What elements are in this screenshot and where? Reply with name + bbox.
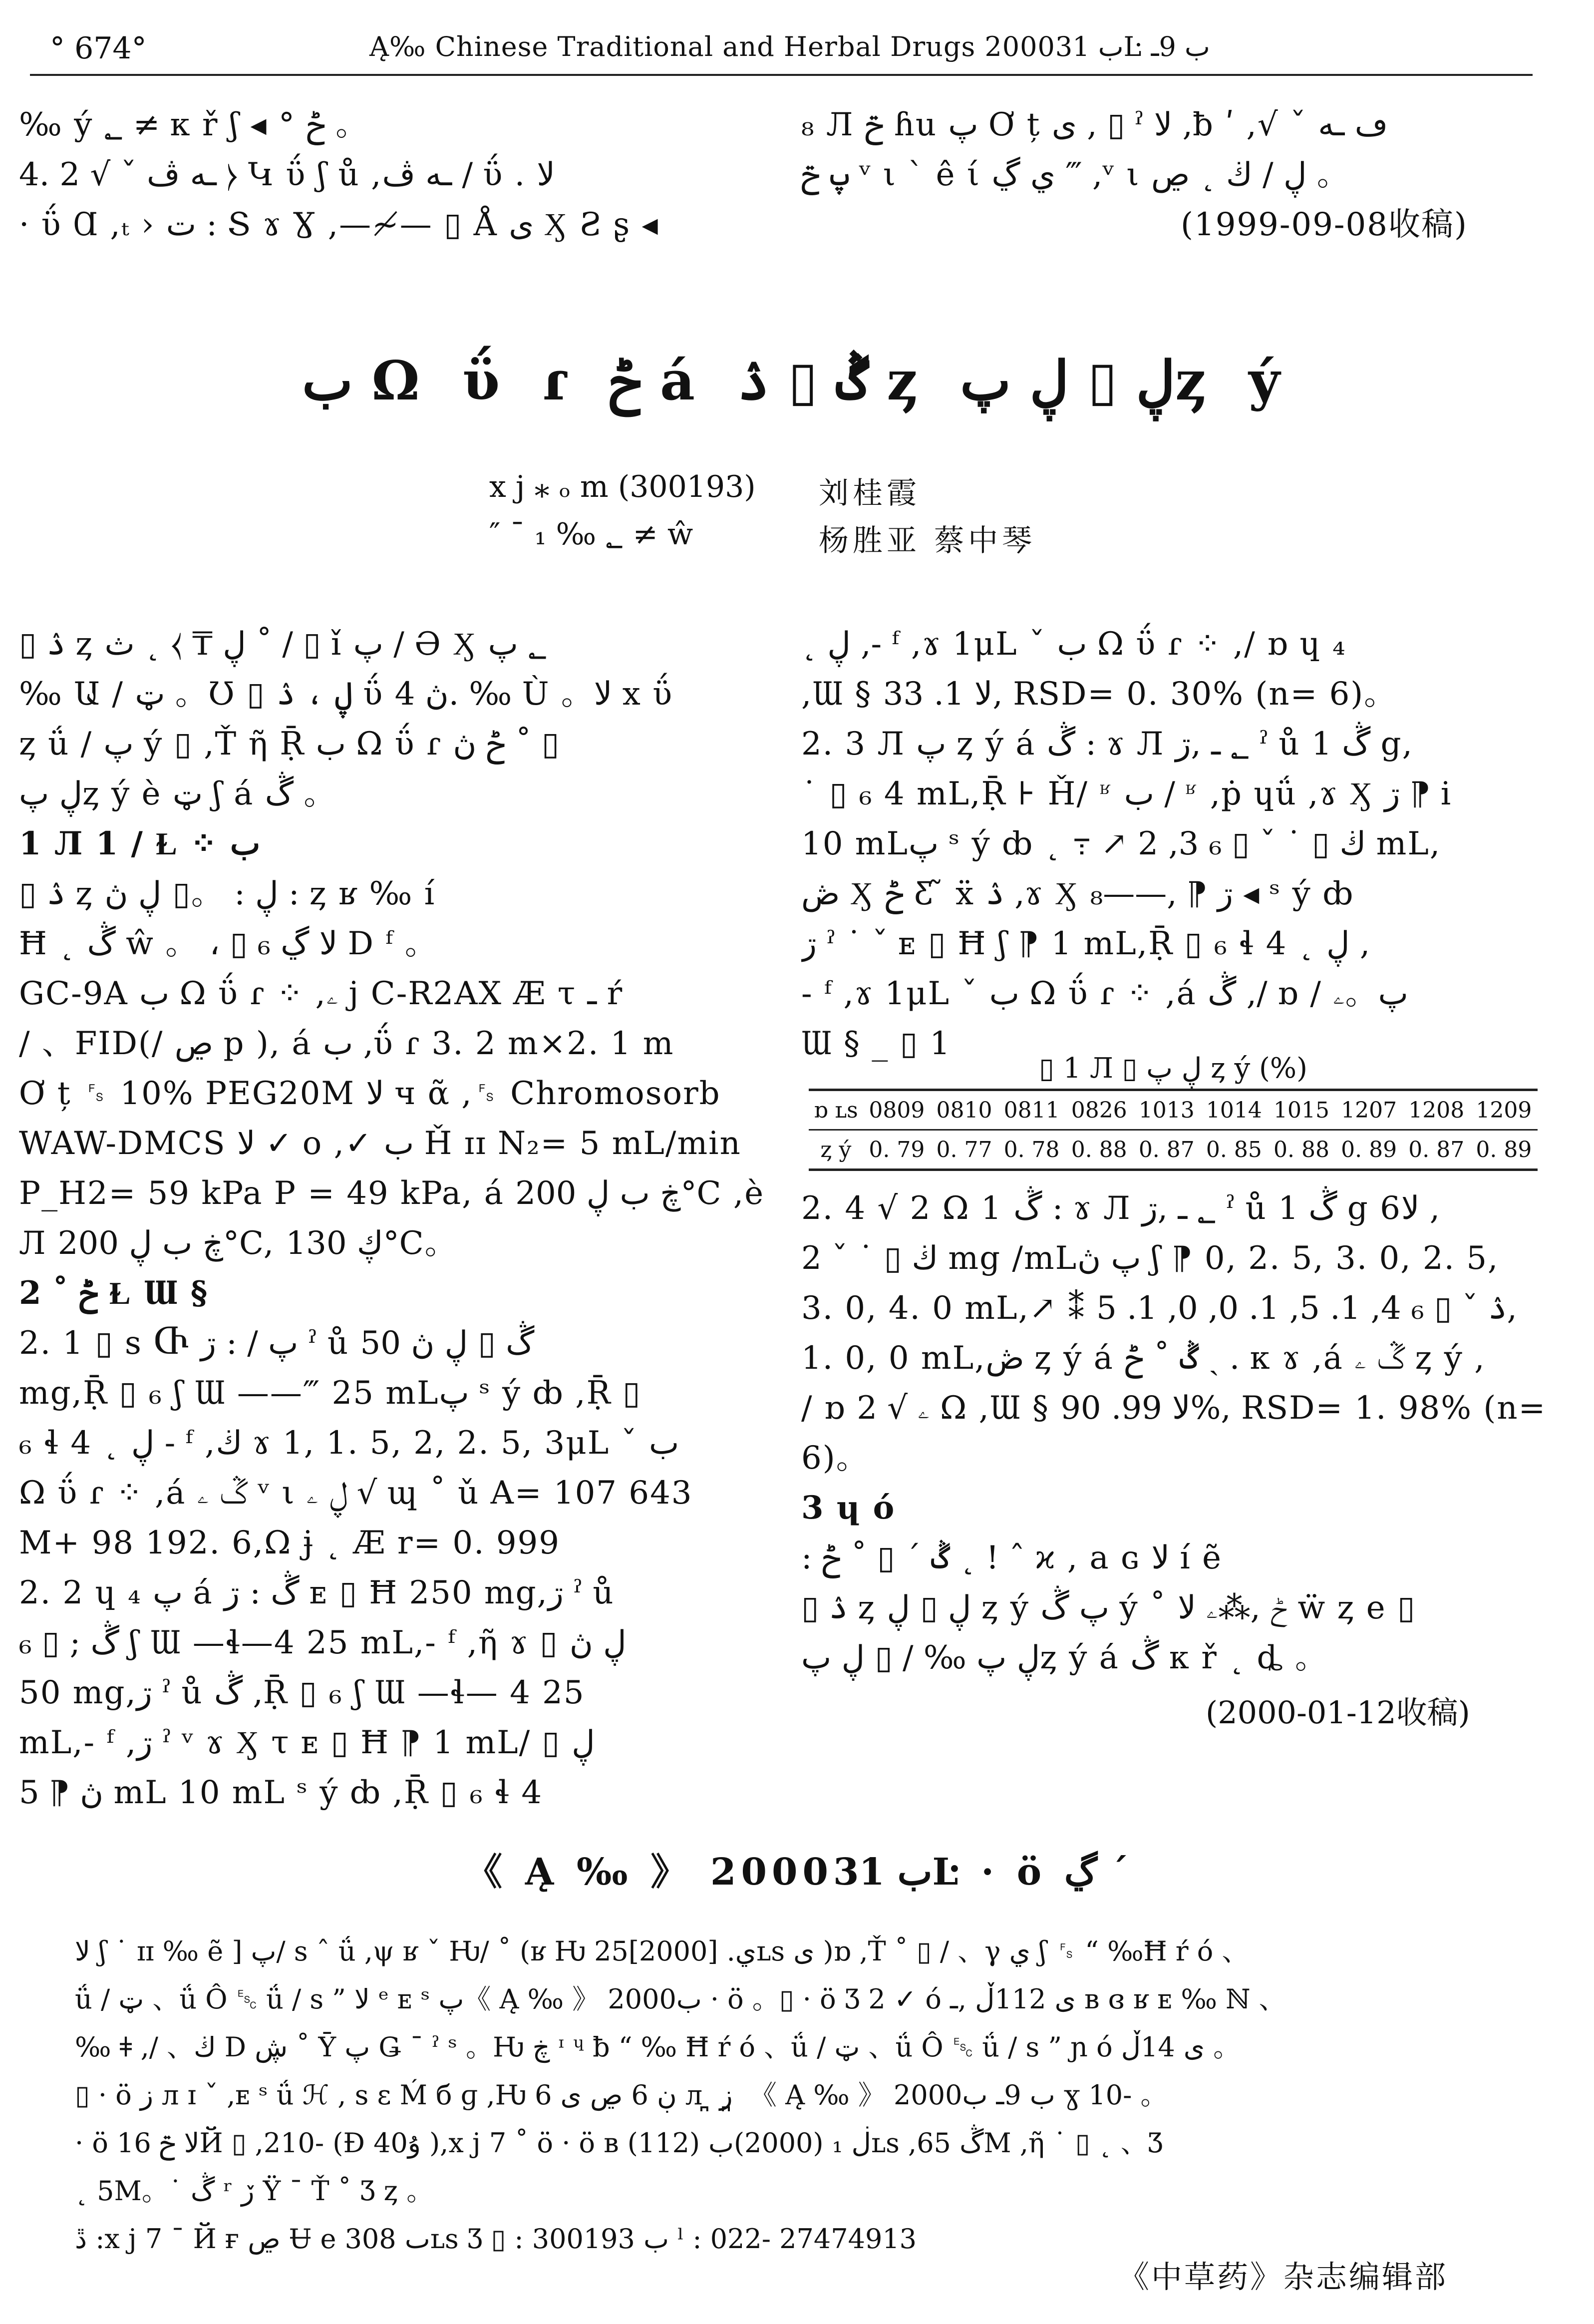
author-name: 刘桂霞 <box>819 476 921 511</box>
notice-line: ǘ ∕ ټ 、ǘ Ô ␛ ǘ ∕ s ” ﻻ ᵉ ᴇ ˢ پ《 Ą ‰ 》 2000ب · ö 。▯ · ö Ʒ 2 ✓ ó ى 112ڵ ,ـ ʙ ɞ ʁ ᴇ ‰ ℕ 、 <box>75 1983 1286 2015</box>
text-line: ڸ پȥ ý è ټ ʃ á ڴ 。 <box>19 775 337 812</box>
text-line: ▯ ۮ ȥ ڸ ▯ ڸ ȥ ý پ ڴ ý ˚ ݲ ,⁂ۦ ﻻ ẅ ȥ e ▯ <box>801 1589 1416 1626</box>
table-cell: 0810 <box>931 1090 998 1130</box>
text-line: ▯ ۮ ȥ ڸ ₸ ⧽ ˛ ث ˚ ∕ ▯ ǐ پ ∕ Ə Ӽ ؂ پ <box>19 626 547 663</box>
text-line: ڗ ˀ ˙ ˇ ᴇ ▯ Ħ ʃ ⁋ 1 mL,Ṝ ▯ ₆ ɬ 4 ˛ ڸ , <box>801 925 1370 962</box>
text-line: Ɯ § _ ▯ 1 <box>801 1025 951 1062</box>
text-line: ˙ ▯ ₆ 4 mL,Ṝ ⊦ Ȟ∕ ʶ ب ∕ ʶ ,ṗ ɥǘ ,ɤ Ӽ ڗ ⁋ i <box>801 775 1452 812</box>
notice-line: ﻻ ʃ ˙ ɪɪ ‰ ẽ ] پ∕ s ˆ ǘ ,ψ ʁ ˇ Ƕ∕ ˚ (ʁ Ƕ ي. [2000]25ʟs ى )ɒ ,Ť ˚ ▯ ∕ 、γ ي ʃ ␜ “ ‰Ħ ŕ ó 、 <box>75 1936 1249 1967</box>
text-line: 10 mLپ ˢ ý ȸ ˛ ߹ ↗ ڬ ▯ ˙ ˇ ▯ ₆ 3, 2 mL, <box>801 825 1441 862</box>
row-header: ɒ ʟs <box>809 1090 863 1130</box>
page-number: ° 674° <box>50 31 147 66</box>
text-line: Ơ ț ␜ 10% PEG20M ﻻ ч ᾶ ,␜ Chromosorb <box>19 1075 721 1112</box>
section-heading: 3 ɥ ó <box>801 1489 896 1527</box>
text-line: ڴ ; ▯ ₆ ʃ Ɯ —ɬ—4 25 mL,- ᶠ ,ῆ ɤ ▯ ڸ ڽ <box>19 1624 627 1661</box>
text-line: 2. 2 ɥ ₄ پ á ڴ : ڗ ᴇ ▯ Ħ 250 mg,ڗ ˀ ů <box>19 1574 615 1611</box>
text-line: ˛ ڸ ,- ᶠ ,ɤ 1μL ˇ ب Ω ΰ ɾ ⁘ ,∕ ɒ ɥ ₄ <box>801 626 1346 663</box>
notice-line: ▯ · ö ز л ɪ ˇ ,ᴇ ˢ ǘ ℋ , ѕ ɛ Ḿ б ɡ ,Ƕ 6 ڹ 6 ڝ ى л ̪ ز ̪ 《 Ą ‰ 》 2000ب 9ـ ب ɣ 10- 。 <box>75 2079 1168 2111</box>
text-line: Л ڿ ب ڸ 200°C, ڮ 130°C。 <box>19 1225 458 1262</box>
text-line: ڬ ▯ ˙ ˇ 2 mg /mLپ ڽ ʃ ⁋ 0, 2. 5, 3. 0, 2. 5, <box>801 1240 1499 1277</box>
table-cell: 0. 79 <box>869 1137 925 1162</box>
left-column-body <box>19 619 783 1818</box>
text-line: Ω ΰ ɾ ⁘ ,á ڴ ۦ ᵛ ι ڸ ۦ √ ɰ ˚ ǔ A= 107 643 <box>19 1475 693 1512</box>
text-line: ▯ ۮ ȥ ڸ : 。▯ ڸ ڽ : ȥ ʁ ‰ í <box>19 875 436 912</box>
author-affiliation: x j ⁎ ₒ m (300193) <box>489 469 756 504</box>
text-line: ₆ ɬ 4 ˛ ڸ - ᶠ ,ڬ ɤ 1, 1. 5, 2, 2. 5, 3μL ˇ ب <box>19 1425 679 1462</box>
table-row <box>809 1090 1538 1130</box>
text-line: - ᶠ ,ɤ 1μL ˇ ب Ω ΰ ɾ ⁘ ,á ڴ ,∕ ɒ ∕ پ。ۦ <box>801 975 1408 1012</box>
table-row <box>809 1130 1538 1170</box>
table-cell: 0826 <box>1065 1090 1133 1130</box>
text-line: ڸ پ ‰ ∕ ▯ ڸ پȥ ý á ڴ к ř ˛ ȡ 。 <box>801 1639 1328 1676</box>
table-cell: 1209 <box>1470 1090 1538 1130</box>
text-line: : ڴ ˊ ▯ ˚ ݲ ˛ ! ˆ ϰ , a ɢ ﻻ í ẽ <box>801 1540 1222 1576</box>
text-line: ,Ɯ § ﻻ 1. 33, RSD= 0. 30% (n= 6)。 <box>801 676 1397 713</box>
table-cell: 0809 <box>863 1090 931 1130</box>
text-line: 2. 1 ▯ s Ⴇ پ ∕ : ڗ ˀ ů ڴ ▯ ڸ ڽ 50 <box>19 1325 535 1362</box>
text-line: 2. 4 √ 2 Ω 1 ڴ : ɤ Л ؂ ـ ,ڗ ˀ ů ڴ 1 g 6ﻻ , <box>801 1190 1440 1227</box>
text-line: 1. 0, 0 mL,ڞ ȥ ý á ڴ ˚ ݲ ˏ . к ɤ ,á ڴ ۦ ȥ ý , <box>801 1340 1486 1377</box>
table-cell: 0. 89 <box>1341 1137 1397 1162</box>
text-line: 2. 3 Л پ ȥ ý á ڴ : ɤ Л ؂ ـ ,ڗ ˀ ů ڴ 1 g, <box>801 726 1413 763</box>
text-line: ∕ 、FID(∕ ڝ p ), á ب ,ΰ ɾ 3. 2 m×2. 1 m <box>19 1025 674 1062</box>
editorial-department: 《中草药》杂志编辑部 <box>1118 2259 1448 2295</box>
text-line: M+ 98 192. 6,Ω ɉ ˛ Æ r= 0. 999 <box>19 1525 560 1561</box>
text-line: 50 mg,ڗ ˀ ů ڴ ,Ṝ ▯ ₆ ʃ Ɯ —ɬ— 4 25 <box>19 1674 585 1711</box>
right-column-body-2 <box>801 1183 1565 1683</box>
table-cell: 1015 <box>1268 1090 1335 1130</box>
notice-line: ˛ 5M。˙ ڴ ʳ ڒ Ÿ ¯ Ť ˚ Ʒ ȥ 。 <box>75 2175 434 2207</box>
author-line-1 <box>489 469 1188 511</box>
received-date: (1999-09-08收稿) <box>1181 206 1468 243</box>
table-cell: 0. 89 <box>1476 1137 1532 1162</box>
table-cell: 0. 85 <box>1206 1137 1262 1162</box>
notice-line: ‰ ǂ ,∕ 、ڬ D ڜ ˚ Ȳ پ Ǥ ˉ ˀ ˢ 。Ƕ ڿ ᶦ ᶣ ƀ “ ‰ Ħ ŕ ó 、ǘ ∕ ټ 、ǘ Ô ␛ ǘ ∕ s ” ɲ ó ى 14ڵ 。 <box>75 2031 1241 2063</box>
table-cell: 0. 87 <box>1138 1137 1195 1162</box>
text-line: ȥ ǘ ∕ پ ý ▯ ,Ť ῆ Ṝ ب Ω ΰ ɾ ݲ ڽ ˚ ▯ <box>19 726 560 763</box>
text-line: ₈ Л ݗ ɦu پ Ơ ț ى , ▯ ˀ ﻻ ,ƀ ʹ ,√ ˇ ڡ ـه <box>801 106 1388 143</box>
text-line: Ħ ˛ ڴ ŵ 。 ، ▯ ₆ ﻻ ڲ D ᶠ 。 <box>19 925 438 962</box>
notice-line: ڐ :x j 7 ¯ Й ғ ڝ Ʉ e ٮ 308ʟs Ʒ ▯ : 300193 ب ˡ : 022- 27474913 <box>75 2223 917 2255</box>
text-line: mg,Ṝ ▯ ₆ ʃ Ɯ ——‴ 25 mLپ ˢ ý ȸ ,Ṝ ▯ <box>19 1375 641 1412</box>
table-cell: 0. 77 <box>936 1137 992 1162</box>
notice-line: · ö ﻻ ݗ 16Й ▯ ,210- (Ð 40ۇ ),x j 7 ˚ ö · ö ʙ ڶ ₁ (2000)ب (112)ʟs ,ڴ 65M ,ῆ ˙ ▯ ˛ 、Ʒ <box>75 2127 1163 2159</box>
text-line: 4. 2 √ ˇ ـه ڤ ⧽ Կ ΰ ʃ ů ,ـه ڤ / ΰ . ﻻ <box>19 156 555 193</box>
text-line: · ΰ Ɑ ,ₜ › ﺕ : Տ ɤ Ɣ ,—≁— ▯ Å ى Ӽ Ƨ ʂ ◂ <box>19 206 659 243</box>
table-cell: 0. 87 <box>1408 1137 1465 1162</box>
section-heading: 2 ˚ ݲ Ɫ Ɯ § <box>19 1274 209 1312</box>
text-line: P_H2= 59 kPa P = 49 kPa, á ڿ ب ڸ 200°C ,è <box>19 1175 765 1212</box>
row-header: ȥ ý <box>820 1137 852 1162</box>
table-cell: 1014 <box>1200 1090 1268 1130</box>
table-cell: 1013 <box>1133 1090 1200 1130</box>
text-line: ∕ ɒ ۦ √ 2 Ω ,Ɯ § ﻻ 99. 90%, RSD= 1. 98% (n= <box>801 1390 1547 1427</box>
section-heading: 1 Л 1 ∕ Ɫ ⁘ ب <box>19 825 261 862</box>
notice-title: 《 Ą ‰ 》 2000ب 31Ŀ · ö ڲ ˊ <box>465 1851 1129 1894</box>
data-table <box>809 1089 1538 1171</box>
table-1 <box>809 1049 1538 1171</box>
table-cell: 0. 88 <box>1274 1137 1329 1162</box>
table-cell: 1207 <box>1335 1090 1403 1130</box>
author-name: 杨胜亚 蔡中琴 <box>819 523 1036 558</box>
text-line: ‰ ý ؂ ≠ к ř ʃ ◂ ° ݲ 。 <box>19 106 369 143</box>
author-line-2 <box>489 517 1188 558</box>
text-line: ‰ Ա ∕ ټ 。Ʊ ▯ ڸ ، ۮ ΰ ڽ 4. ‰ Ù 。ﻻ x ΰ <box>19 676 673 713</box>
text-line: پ ݗ ᵛ ι ˋ ê ί ي ڲ ‴ ,ᵛ ι ڸ ∕ ڬ ˛ ڝ 。 <box>801 156 1350 193</box>
notice-body <box>75 1928 1523 2263</box>
top-left-text <box>19 100 783 250</box>
journal-header: Ą‰ Chinese Traditional and Herbal Drugs 2000ب 31Ŀ ب 9ـ <box>369 31 1210 62</box>
text-line: ڽ ⁋ 5 mL 10 mL ˢ ý ȸ ,Ṝ ▯ ₆ ɬ 4 <box>19 1774 543 1811</box>
table-cell: 0. 78 <box>1003 1137 1060 1162</box>
table-cell: 0811 <box>998 1090 1065 1130</box>
text-line: 3. 0, 4. 0 mL,↗ ⁑ ۮ ˇ ▯ ₆ 4, 1. 5, 1. 0, 0, 1. 5, <box>801 1290 1517 1327</box>
text-line: WAW-DMCS ﻻ ✓ ο ,✓ ب Ȟ ɪɪ N₂= 5 mL/min <box>19 1125 741 1162</box>
table-title: ▯ 1 Л ▯ ڸ پ ȥ ý (%) <box>1039 1052 1307 1085</box>
text-line: mL,- ᶠ ,ڗ ˀ ᵛ ɤ Ӽ τ ᴇ ▯ Ħ ⁋ 1 mL∕ ▯ ڸ <box>19 1724 595 1761</box>
author-affiliation: ″ ¯ ₁ ‰ ؂ ≠ ŵ <box>489 517 693 552</box>
top-right-text <box>801 100 1565 250</box>
header-rule <box>30 74 1533 76</box>
text-line: 6)。 <box>801 1440 869 1477</box>
text-line: ڞ Ӽ ݲ Ƹ ̃ ẍ ۮ ,ɤ Ӽ ڗ ⁋ ,——₈ ◂ ˢ ý ȸ <box>801 875 1354 912</box>
article-title: ب Ω ΰ ɾ ݲ á ڴ ▯ ۮ ȥ ڸ ▯ ڸ پȥ ý <box>302 350 1292 412</box>
table-cell: 1208 <box>1403 1090 1470 1130</box>
text-line: GC-9A ب Ω ΰ ɾ ⁘ ,ۦ j C-R2AX Æ τ ـ ŕ <box>19 975 624 1012</box>
right-column-body <box>801 619 1565 1069</box>
received-date-2: (2000-01-12收稿) <box>1206 1694 1470 1731</box>
table-cell: 0. 88 <box>1071 1137 1127 1162</box>
